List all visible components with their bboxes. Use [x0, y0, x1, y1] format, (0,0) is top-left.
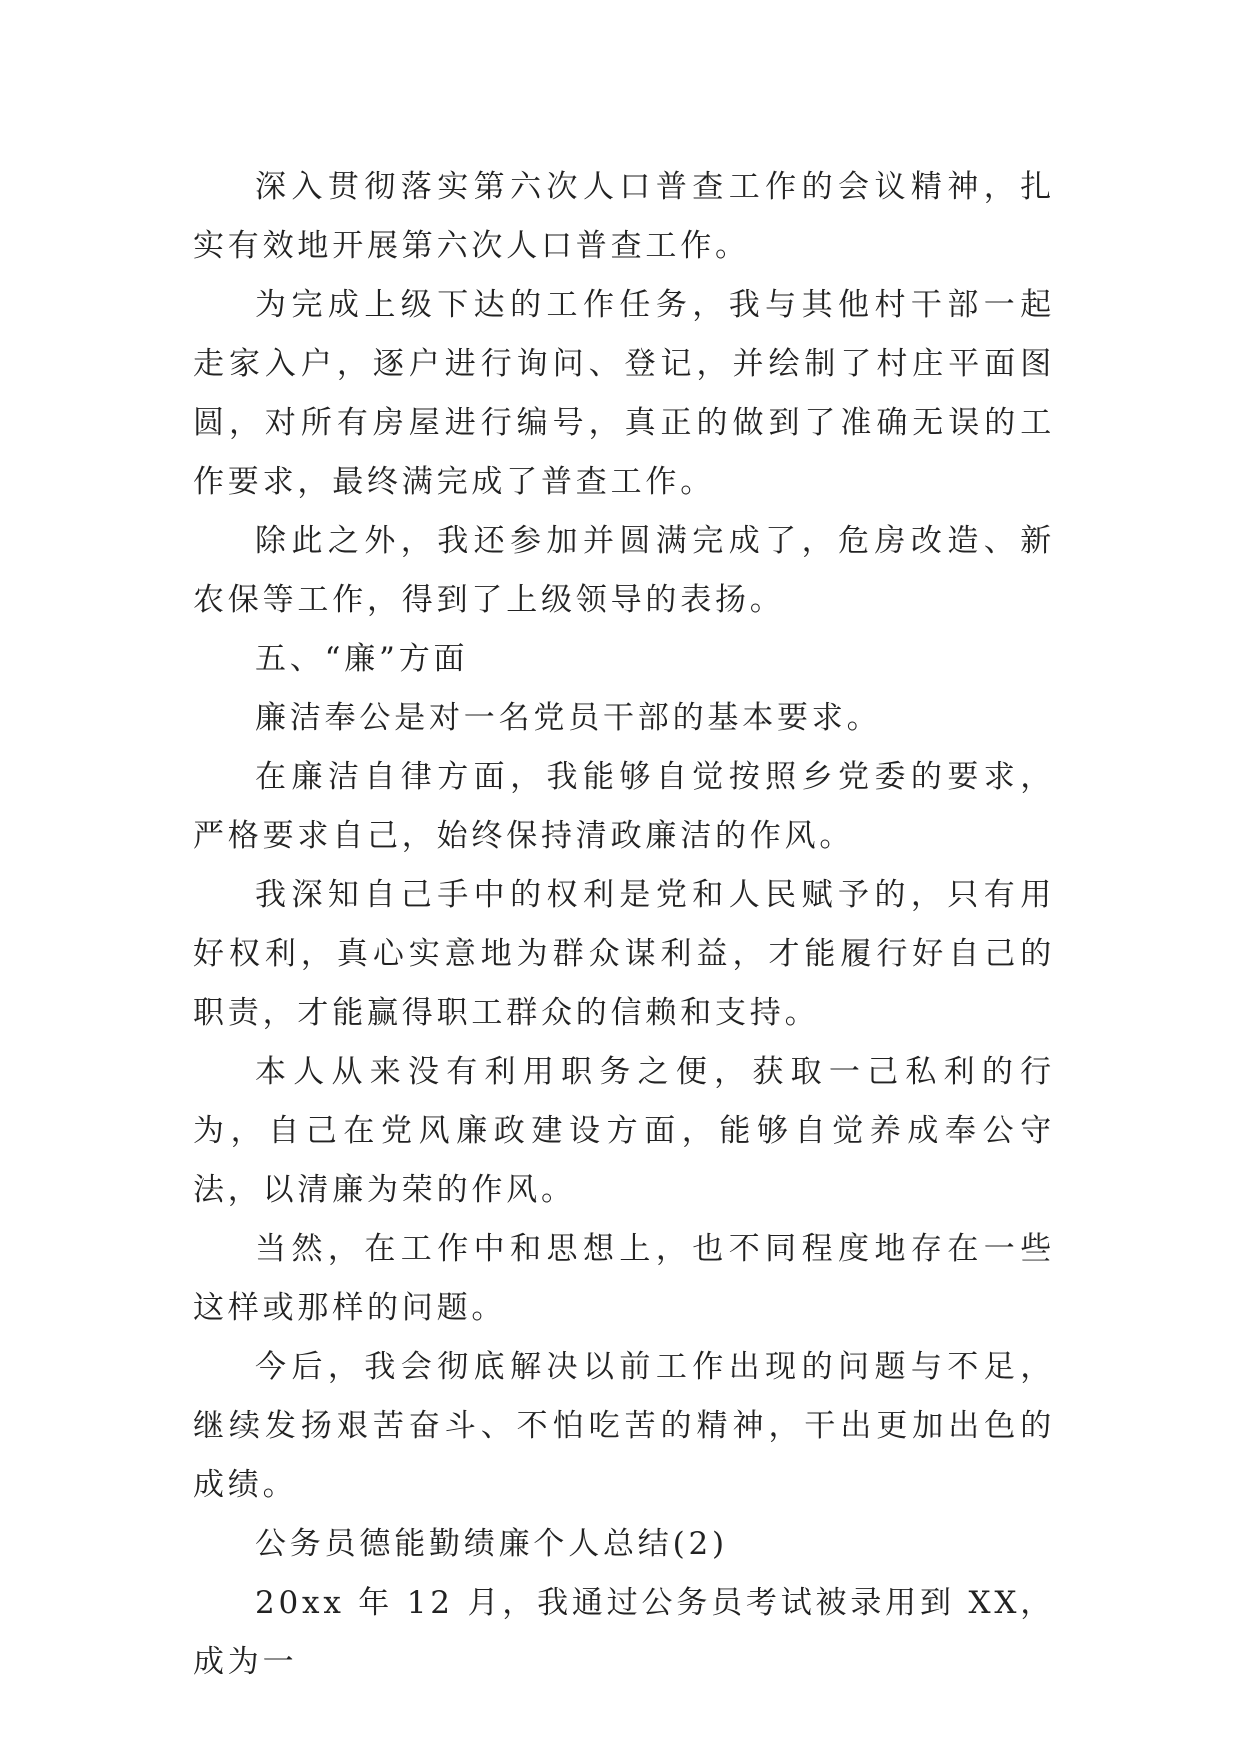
paragraph-future-plan: 今后，我会彻底解决以前工作出现的问题与不足，继续发扬艰苦奋斗、不怕吃苦的精神，干出更加出色的成绩。 [193, 1349, 1055, 1503]
paragraph-self-discipline: 在廉洁自律方面，我能够自觉按照乡党委的要求，严格要求自己，始终保持清政廉洁的作风。 [193, 759, 1055, 854]
paragraph-other-work: 除此之外，我还参加并圆满完成了，危房改造、新农保等工作，得到了上级领导的表扬。 [193, 523, 1055, 618]
paragraph-summary-2-start: 20xx 年 12 月，我通过公务员考试被录用到 XX，成为一 [193, 1585, 1055, 1680]
paragraph-integrity-intro: 廉洁奉公是对一名党员干部的基本要求。 [255, 700, 882, 736]
paragraph-shortcomings: 当然，在工作中和思想上，也不同程度地存在一些这样或那样的问题。 [193, 1231, 1055, 1326]
paragraph-census-intro: 深入贯彻落实第六次人口普查工作的会议精神，扎实有效地开展第六次人口普查工作。 [193, 169, 1055, 264]
section-heading-integrity: 五、“廉”方面 [255, 641, 469, 677]
document-body [193, 158, 1055, 1692]
paragraph-power-awareness: 我深知自己手中的权利是党和人民赋予的，只有用好权利，真心实意地为群众谋利益，才能履行好自己的职责，才能赢得职工群众的信赖和支持。 [193, 877, 1055, 1031]
paragraph-census-work: 为完成上级下达的工作任务，我与其他村干部一起走家入户，逐户进行询问、登记，并绘制了村庄平面图圆，对所有房屋进行编号，真正的做到了准确无误的工作要求，最终满完成了普查工作。 [193, 287, 1055, 500]
section-title-summary-2: 公务员德能勤绩廉个人总结(2) [255, 1526, 728, 1562]
paragraph-no-abuse: 本人从来没有利用职务之便，获取一己私利的行为，自己在党风廉政建设方面，能够自觉养成奉公守法，以清廉为荣的作风。 [193, 1054, 1055, 1208]
